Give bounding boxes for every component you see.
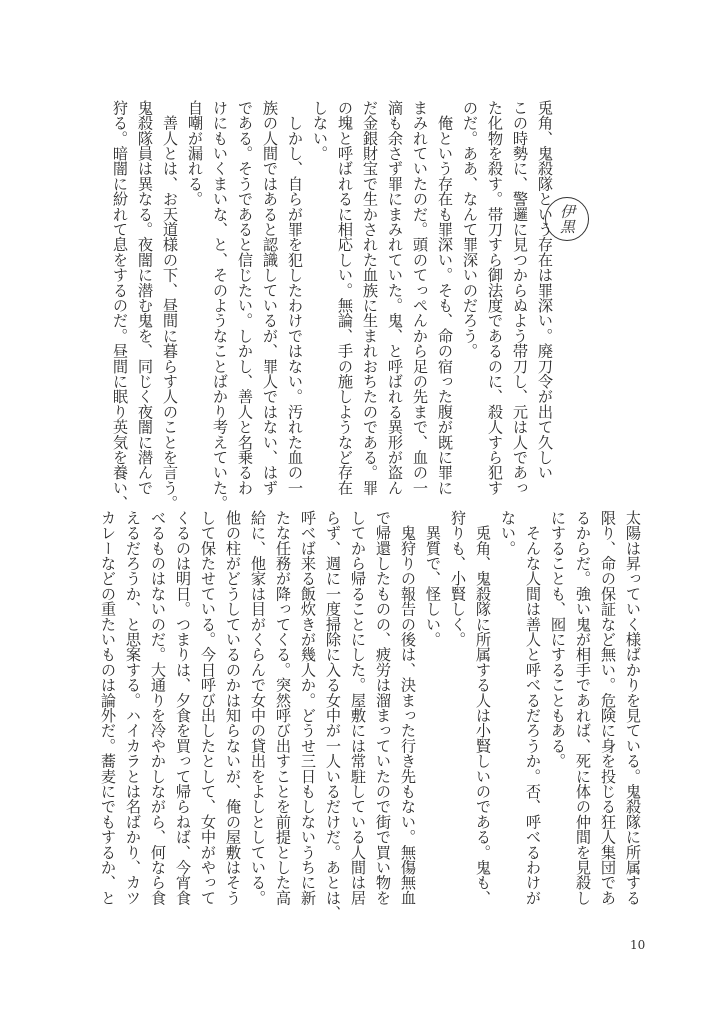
- text-column: この時勢に、警邏に見つからぬよう帯刀し、元は人であっ: [511, 100, 529, 496]
- text-column: 呼べば来る飯炊きが幾人か。どうせ三日もしないうちに新: [299, 510, 317, 906]
- text-column: べるものはないのだ。大通りを冷やかしながら、何なら食: [149, 510, 167, 906]
- text-column: 善人とは、お天道様の下、昼間に暮らす人のことを言う。: [161, 100, 179, 511]
- bottom-text-block: [95, 510, 645, 930]
- text-column: 限り、命の保証など無い。危険に身を投じる狂人集団であ: [599, 510, 617, 906]
- text-column: だ金銀財宝で生かされた血族に生まれおちたのである。罪: [361, 100, 379, 496]
- text-column: で帰還したものの、疲労は溜まっていたので街で買い物を: [374, 510, 392, 906]
- text-column: らず、週に一度掃除に入る女中が一人いるだけだ。あとは、: [324, 510, 342, 921]
- text-column: 俺という存在も罪深い。そも、命の宿った腹が既に罪に: [436, 100, 454, 496]
- top-text-block: [107, 100, 557, 511]
- text-column: 鬼殺隊員は異なる。夜闇に潜む鬼を、同じく夜闇に潜んで: [136, 100, 154, 496]
- text-column: 太陽は昇っていく様ばかりを見ている。鬼殺隊に所属する: [624, 510, 642, 906]
- text-column: カレーなどの重たいものは論外だ。蕎麦にでもするか、と: [99, 510, 117, 906]
- text-column: しない。: [311, 100, 329, 161]
- text-column: そんな人間は善人と呼べるだろうか。否、呼べるわけが: [524, 510, 542, 906]
- text-column: にすることも、囮にすることもある。: [549, 510, 567, 769]
- text-column: くるのは明日。つまりは、夕食を買って帰らねば、今宵食: [174, 510, 192, 906]
- text-column: 鬼狩りの報告の後は、決まった行き先もない。無傷無血: [399, 510, 417, 906]
- text-column: た化物を殺す。帯刀すら御法度であるのに、殺人すら犯す: [486, 100, 504, 496]
- text-column: まみれていたのだ。頭のてっぺんから足の先まで、血の一: [411, 100, 429, 496]
- text-column: 兎角、鬼殺隊という存在は罪深い。廃刀令が出て久しい: [536, 100, 554, 480]
- text-column: 他の柱がどうしているのかは知らないが、俺の屋敷はそう: [224, 510, 242, 906]
- text-column: るからだ。強い鬼が相手であれば、死に体の仲間を見殺し: [574, 510, 592, 906]
- text-column: 兎角、鬼殺隊に所属する人は小賢しいのである。鬼も、: [474, 510, 492, 906]
- text-column: たな任務が降ってくる。突然呼び出すことを前提とした高: [274, 510, 292, 906]
- text-column: である。そうであると信じたい。しかし、善人と名乗るわ: [236, 100, 254, 496]
- text-column: えるだろうか、と思案する。ハイカラとは名ばかり、カツ: [124, 510, 142, 906]
- text-column: 給に、他家は目がくらんで女中の貸出をよしとしている。: [249, 510, 267, 906]
- text-column: 族の人間ではあると認識しているが、罪人ではない、はず: [261, 100, 279, 496]
- text-column: して保たせている。今日呼び出したとして、女中がやって: [199, 510, 217, 906]
- seal-text: 伊黒: [558, 204, 576, 234]
- text-column: 狩りも、小賢しく。: [449, 510, 467, 647]
- text-column: のだ。ああ、なんて罪深いのだろう。: [461, 100, 479, 359]
- text-column: 異質で、怪しい。: [424, 510, 442, 647]
- text-column: の塊と呼ばれるに相応しい。無論、手の施しようなど存在: [336, 100, 354, 496]
- text-column: 自嘲が漏れる。: [186, 100, 204, 207]
- page-number: 10: [630, 938, 646, 952]
- text-column: しかし、自らが罪を犯したわけではない。汚れた血の一: [286, 100, 304, 496]
- text-column: ない。: [499, 510, 517, 556]
- text-column: 滴も余さず罪にまみれていた。鬼、と呼ばれる異形が盗ん: [386, 100, 404, 496]
- text-column: けにもいくまいな、と、そのようなことばかり考えていた。: [211, 100, 229, 511]
- text-column: してから帰ることにした。屋敷には常駐している人間は居: [349, 510, 367, 906]
- text-column: 狩る。暗闇に紛れて息をするのだ。昼間に眠り英気を養い、: [111, 100, 129, 511]
